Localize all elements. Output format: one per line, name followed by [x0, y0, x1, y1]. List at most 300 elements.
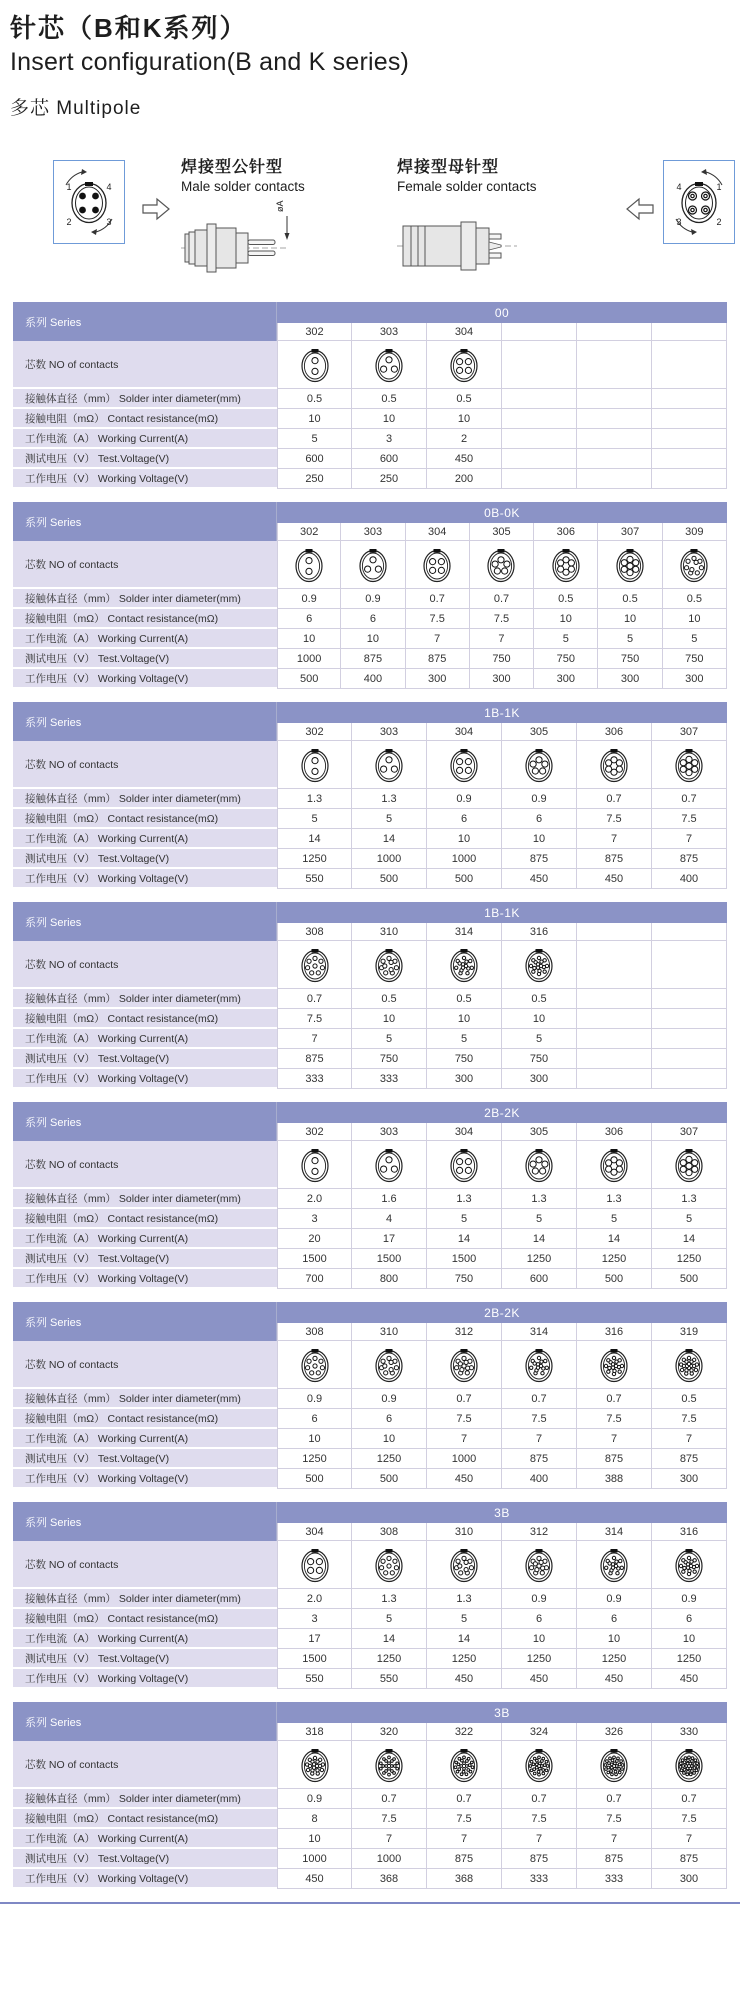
model-number-cell: 304: [427, 723, 502, 741]
pin-number: 1: [716, 182, 722, 192]
spec-value-cell: 550: [352, 1669, 427, 1689]
pin-number: 4: [106, 182, 112, 192]
spec-value-cell: 450: [502, 1669, 577, 1689]
spec-value-cell: [652, 1009, 727, 1029]
spec-value-cell: [502, 389, 577, 409]
model-number-cell: 319: [652, 1323, 727, 1341]
spec-value-cell: 6: [427, 809, 502, 829]
contact-face-cell: [502, 741, 577, 789]
spec-value-cell: 368: [352, 1869, 427, 1889]
spec-value-cell: 1000: [352, 849, 427, 869]
series-table: [13, 1502, 727, 1689]
spec-value-cell: 1250: [577, 1249, 652, 1269]
spec-value-cell: 17: [277, 1629, 352, 1649]
model-number-cell: 305: [502, 723, 577, 741]
contact-face-cell: [352, 941, 427, 989]
spec-value-cell: 300: [470, 669, 534, 689]
contact-face-cell: [427, 941, 502, 989]
spec-value-cell: 500: [277, 1469, 352, 1489]
model-number-cell: 308: [352, 1523, 427, 1541]
spec-label-cell: 接触电阻（mΩ） Contact resistance(mΩ): [13, 1209, 277, 1229]
page-header: [0, 0, 740, 120]
spec-value-cell: 1250: [427, 1649, 502, 1669]
spec-value-cell: 1000: [427, 849, 502, 869]
spec-value-cell: 0.7: [577, 789, 652, 809]
spec-value-cell: 500: [352, 1469, 427, 1489]
male-contacts-label-cn: 焊接型公针型: [181, 159, 284, 176]
spec-value-cell: 5: [577, 1209, 652, 1229]
spec-value-cell: 1000: [277, 649, 341, 669]
contact-face-cell: [652, 341, 727, 389]
contact-face-icon: [298, 1544, 332, 1586]
model-number-cell: 306: [577, 723, 652, 741]
spec-value-cell: 10: [341, 629, 405, 649]
spec-value-cell: 1.3: [427, 1589, 502, 1609]
contact-face-icon: [597, 1744, 631, 1786]
spec-value-cell: 0.7: [427, 1789, 502, 1809]
female-face-icon: [666, 163, 732, 241]
spec-value-cell: 5: [277, 429, 352, 449]
contact-face-icon: [522, 944, 556, 986]
spec-value-cell: 6: [652, 1609, 727, 1629]
spec-value-cell: 0.9: [502, 1589, 577, 1609]
spec-value-cell: 750: [470, 649, 534, 669]
contact-face-icon: [522, 1344, 556, 1386]
spec-value-cell: 875: [652, 1849, 727, 1869]
contact-face-cell: [427, 1341, 502, 1389]
spec-value-cell: 5: [502, 1029, 577, 1049]
series-table: [13, 702, 727, 889]
spec-label-cell: 接触体直径（mm） Solder inter diameter(mm): [13, 1389, 277, 1409]
spec-value-cell: 875: [502, 1849, 577, 1869]
spec-value-cell: 0.7: [277, 989, 352, 1009]
series-name-cell: 3B: [277, 1502, 727, 1523]
contact-face-cell: [352, 341, 427, 389]
contact-face-cell: [352, 1341, 427, 1389]
pin-number: 2: [716, 217, 722, 227]
model-number-cell: 330: [652, 1723, 727, 1741]
contact-face-cell: [470, 541, 534, 589]
model-number-cell: 302: [277, 323, 352, 341]
spec-value-cell: 0.5: [502, 989, 577, 1009]
model-number-cell: 302: [277, 723, 352, 741]
model-number-cell: 303: [341, 523, 405, 541]
contact-face-cell: [652, 741, 727, 789]
contacts-label-cell: 芯数 NO of contacts: [13, 541, 277, 589]
spec-value-cell: 600: [277, 449, 352, 469]
spec-value-cell: [652, 989, 727, 1009]
model-number-cell: [577, 323, 652, 341]
series-table: [13, 1102, 727, 1289]
series-label-cell: 系列 Series: [13, 1502, 277, 1541]
contact-face-icon: [372, 344, 406, 386]
spec-value-cell: 10: [277, 1829, 352, 1849]
spec-label-cell: 工作电压（V） Working Voltage(V): [13, 1669, 277, 1689]
spec-label-cell: 测试电压（V） Test.Voltage(V): [13, 1649, 277, 1669]
series-name-cell: 1B-1K: [277, 902, 727, 923]
spec-label-cell: 测试电压（V） Test.Voltage(V): [13, 1449, 277, 1469]
spec-value-cell: [502, 429, 577, 449]
spec-value-cell: 875: [577, 849, 652, 869]
spec-value-cell: 200: [427, 469, 502, 489]
spec-value-cell: [652, 1029, 727, 1049]
spec-value-cell: 333: [352, 1069, 427, 1089]
contact-face-icon: [298, 744, 332, 786]
spec-value-cell: 7.5: [277, 1009, 352, 1029]
spec-value-cell: 1.3: [502, 1189, 577, 1209]
spec-value-cell: 7: [652, 1829, 727, 1849]
contact-face-icon: [372, 744, 406, 786]
spec-value-cell: 5: [427, 1209, 502, 1229]
series-table: [13, 502, 727, 689]
contact-face-cell: [534, 541, 598, 589]
spec-value-cell: 20: [277, 1229, 352, 1249]
spec-value-cell: 10: [502, 1629, 577, 1649]
spec-value-cell: 2: [427, 429, 502, 449]
model-number-cell: 324: [502, 1723, 577, 1741]
contact-face-icon: [356, 544, 390, 586]
spec-value-cell: 0.7: [502, 1789, 577, 1809]
spec-value-cell: 1000: [427, 1449, 502, 1469]
spec-value-cell: 5: [663, 629, 727, 649]
series-name-cell: 0B-0K: [277, 502, 727, 523]
model-number-cell: [652, 923, 727, 941]
spec-value-cell: 5: [427, 1609, 502, 1629]
spec-value-cell: 7: [652, 829, 727, 849]
spec-value-cell: 875: [427, 1849, 502, 1869]
spec-value-cell: 5: [277, 809, 352, 829]
spec-label-cell: 测试电压（V） Test.Voltage(V): [13, 1849, 277, 1869]
contact-face-cell: [277, 541, 341, 589]
spec-value-cell: 0.7: [652, 1789, 727, 1809]
series-table: [13, 302, 727, 489]
spec-value-cell: [577, 1009, 652, 1029]
pin-number: 4: [676, 182, 682, 192]
pin-number: 3: [106, 217, 112, 227]
spec-value-cell: [577, 1029, 652, 1049]
model-number-cell: [502, 323, 577, 341]
spec-value-cell: 1500: [427, 1249, 502, 1269]
contact-face-cell: [352, 1141, 427, 1189]
male-face-icon: [56, 163, 122, 241]
contact-face-cell: [341, 541, 405, 589]
contact-face-icon: [298, 1344, 332, 1386]
spec-value-cell: 300: [598, 669, 662, 689]
spec-value-cell: 10: [352, 1009, 427, 1029]
spec-value-cell: 450: [427, 1669, 502, 1689]
spec-value-cell: 6: [277, 1409, 352, 1429]
contact-face-icon: [522, 1144, 556, 1186]
contacts-label-cell: 芯数 NO of contacts: [13, 1141, 277, 1189]
model-number-cell: 314: [502, 1323, 577, 1341]
series-label-cell: 系列 Series: [13, 302, 277, 341]
contact-face-cell: [406, 541, 470, 589]
contacts-label-cell: 芯数 NO of contacts: [13, 941, 277, 989]
spec-value-cell: 800: [352, 1269, 427, 1289]
contact-face-cell: [663, 541, 727, 589]
female-contacts-label-cn: 焊接型母针型: [397, 159, 500, 176]
contact-face-icon: [372, 1744, 406, 1786]
model-number-cell: 304: [427, 1123, 502, 1141]
contact-face-cell: [277, 1541, 352, 1589]
spec-label-cell: 工作电压（V） Working Voltage(V): [13, 1069, 277, 1089]
spec-value-cell: 14: [352, 1629, 427, 1649]
spec-value-cell: 5: [534, 629, 598, 649]
spec-value-cell: 750: [427, 1049, 502, 1069]
contacts-label-cell: 芯数 NO of contacts: [13, 741, 277, 789]
spec-value-cell: 250: [277, 469, 352, 489]
model-number-cell: 305: [470, 523, 534, 541]
model-number-cell: 307: [652, 723, 727, 741]
spec-label-cell: 工作电流（A） Working Current(A): [13, 429, 277, 449]
contact-face-icon: [672, 1344, 706, 1386]
spec-value-cell: 7.5: [577, 1809, 652, 1829]
model-number-cell: 316: [577, 1323, 652, 1341]
series-label-cell: 系列 Series: [13, 502, 277, 541]
spec-value-cell: 0.9: [277, 589, 341, 609]
spec-value-cell: 10: [502, 829, 577, 849]
spec-value-cell: 7: [577, 829, 652, 849]
spec-value-cell: 0.5: [652, 1389, 727, 1409]
spec-value-cell: 500: [577, 1269, 652, 1289]
spec-value-cell: [652, 1069, 727, 1089]
spec-value-cell: 0.9: [652, 1589, 727, 1609]
model-number-cell: 316: [652, 1523, 727, 1541]
page-title-cn: 针芯（B和K系列）: [10, 13, 248, 43]
spec-value-cell: 0.5: [598, 589, 662, 609]
spec-label-cell: 工作电流（A） Working Current(A): [13, 1629, 277, 1649]
spec-value-cell: 10: [577, 1629, 652, 1649]
spec-value-cell: 5: [598, 629, 662, 649]
spec-value-cell: 750: [663, 649, 727, 669]
female-contacts-block: [397, 154, 625, 289]
spec-value-cell: 333: [577, 1869, 652, 1889]
spec-value-cell: 4: [352, 1209, 427, 1229]
spec-value-cell: 700: [277, 1269, 352, 1289]
model-number-cell: 310: [427, 1523, 502, 1541]
spec-value-cell: 0.9: [577, 1589, 652, 1609]
series-table: [13, 1702, 727, 1889]
contact-face-cell: [577, 741, 652, 789]
model-number-cell: 322: [427, 1723, 502, 1741]
spec-value-cell: 875: [341, 649, 405, 669]
spec-label-cell: 工作电压（V） Working Voltage(V): [13, 469, 277, 489]
page-subtitle: 多芯 Multipole: [10, 98, 142, 119]
contact-face-cell: [502, 1741, 577, 1789]
spec-label-cell: 接触体直径（mm） Solder inter diameter(mm): [13, 989, 277, 1009]
spec-value-cell: 300: [652, 1469, 727, 1489]
spec-value-cell: 875: [577, 1449, 652, 1469]
contact-face-cell: [352, 741, 427, 789]
series-name-cell: 2B-2K: [277, 1102, 727, 1123]
contact-face-cell: [427, 1541, 502, 1589]
spec-value-cell: [652, 389, 727, 409]
spec-value-cell: 10: [427, 1009, 502, 1029]
contact-face-icon: [447, 744, 481, 786]
spec-value-cell: 550: [277, 869, 352, 889]
model-number-cell: [652, 323, 727, 341]
model-number-cell: 310: [352, 1323, 427, 1341]
spec-label-cell: 接触体直径（mm） Solder inter diameter(mm): [13, 589, 277, 609]
spec-value-cell: 7: [577, 1429, 652, 1449]
spec-value-cell: 10: [277, 1429, 352, 1449]
model-number-cell: 304: [427, 323, 502, 341]
contact-face-icon: [672, 1544, 706, 1586]
spec-value-cell: [652, 469, 727, 489]
male-face-diagram: [53, 160, 125, 244]
female-face-diagram: [663, 160, 735, 244]
spec-value-cell: 300: [652, 1869, 727, 1889]
spec-value-cell: [502, 469, 577, 489]
spec-value-cell: 0.7: [652, 789, 727, 809]
spec-value-cell: 1.3: [652, 1189, 727, 1209]
spec-value-cell: 0.7: [406, 589, 470, 609]
spec-value-cell: 0.5: [663, 589, 727, 609]
model-number-cell: 303: [352, 323, 427, 341]
series-label-cell: 系列 Series: [13, 902, 277, 941]
contact-face-icon: [672, 744, 706, 786]
contact-face-cell: [577, 1141, 652, 1189]
spec-value-cell: 400: [502, 1469, 577, 1489]
series-label-cell: 系列 Series: [13, 702, 277, 741]
contact-face-icon: [298, 944, 332, 986]
spec-value-cell: 388: [577, 1469, 652, 1489]
contact-face-cell: [502, 941, 577, 989]
spec-value-cell: 0.5: [427, 989, 502, 1009]
spec-value-cell: 300: [534, 669, 598, 689]
spec-value-cell: 1000: [277, 1849, 352, 1869]
series-name-cell: 00: [277, 302, 727, 323]
model-number-cell: 326: [577, 1723, 652, 1741]
spec-value-cell: 1500: [277, 1249, 352, 1269]
spec-value-cell: 10: [277, 629, 341, 649]
contact-face-icon: [447, 1544, 481, 1586]
spec-label-cell: 工作电流（A） Working Current(A): [13, 1029, 277, 1049]
spec-value-cell: 750: [534, 649, 598, 669]
spec-value-cell: 450: [577, 1669, 652, 1689]
contact-face-icon: [597, 1544, 631, 1586]
spec-value-cell: 0.5: [534, 589, 598, 609]
male-contacts-label-en: Male solder contacts: [181, 179, 305, 194]
contact-face-cell: [277, 1141, 352, 1189]
spec-value-cell: 875: [577, 1849, 652, 1869]
contact-face-icon: [372, 1144, 406, 1186]
series-name-cell: 3B: [277, 1702, 727, 1723]
spec-value-cell: 300: [406, 669, 470, 689]
spec-value-cell: 400: [341, 669, 405, 689]
contact-face-cell: [427, 341, 502, 389]
arrow-left-icon: [625, 196, 655, 227]
spec-value-cell: 0.7: [470, 589, 534, 609]
contact-face-icon: [522, 1744, 556, 1786]
contact-face-icon: [597, 1344, 631, 1386]
spec-value-cell: 0.9: [427, 789, 502, 809]
spec-label-cell: 接触电阻（mΩ） Contact resistance(mΩ): [13, 809, 277, 829]
spec-label-cell: 测试电压（V） Test.Voltage(V): [13, 449, 277, 469]
spec-value-cell: 7: [470, 629, 534, 649]
spec-value-cell: 7.5: [652, 1409, 727, 1429]
spec-value-cell: 5: [352, 809, 427, 829]
contact-face-icon: [597, 1144, 631, 1186]
model-number-cell: 306: [534, 523, 598, 541]
spec-value-cell: 875: [406, 649, 470, 669]
spec-value-cell: 500: [352, 869, 427, 889]
spec-value-cell: 1.3: [277, 789, 352, 809]
contact-face-cell: [502, 1141, 577, 1189]
spec-value-cell: 0.5: [352, 989, 427, 1009]
model-number-cell: 314: [577, 1523, 652, 1541]
model-number-cell: 302: [277, 523, 341, 541]
spec-value-cell: 1250: [652, 1249, 727, 1269]
spec-value-cell: 7: [406, 629, 470, 649]
model-number-cell: 304: [277, 1523, 352, 1541]
spec-label-cell: 工作电压（V） Working Voltage(V): [13, 1469, 277, 1489]
contact-face-icon: [672, 1144, 706, 1186]
spec-label-cell: 测试电压（V） Test.Voltage(V): [13, 849, 277, 869]
contact-face-cell: [427, 1141, 502, 1189]
spec-value-cell: 0.5: [352, 389, 427, 409]
spec-value-cell: 1250: [352, 1649, 427, 1669]
spec-value-cell: 14: [427, 1229, 502, 1249]
contact-face-icon: [672, 1744, 706, 1786]
model-number-cell: 302: [277, 1123, 352, 1141]
spec-value-cell: 450: [277, 1869, 352, 1889]
tables-section: [0, 302, 740, 1889]
spec-value-cell: [652, 449, 727, 469]
series-table: [13, 1302, 727, 1489]
contacts-label-cell: 芯数 NO of contacts: [13, 1341, 277, 1389]
spec-value-cell: 1.3: [352, 789, 427, 809]
spec-value-cell: 1500: [277, 1649, 352, 1669]
contact-face-icon: [613, 544, 647, 586]
contact-face-icon: [677, 544, 711, 586]
male-contacts-block: [181, 154, 397, 289]
contact-face-cell: [502, 1541, 577, 1589]
spec-value-cell: 10: [352, 409, 427, 429]
spec-value-cell: 750: [352, 1049, 427, 1069]
spec-value-cell: 5: [502, 1209, 577, 1229]
spec-value-cell: 3: [277, 1609, 352, 1629]
spec-value-cell: [577, 429, 652, 449]
spec-value-cell: 875: [652, 849, 727, 869]
spec-value-cell: 0.5: [427, 389, 502, 409]
spec-value-cell: 7: [502, 1829, 577, 1849]
spec-value-cell: 875: [502, 1449, 577, 1469]
spec-value-cell: 1.6: [352, 1189, 427, 1209]
spec-value-cell: 14: [652, 1229, 727, 1249]
series-name-cell: 2B-2K: [277, 1302, 727, 1323]
contact-face-icon: [420, 544, 454, 586]
contacts-label-cell: 芯数 NO of contacts: [13, 1741, 277, 1789]
spec-label-cell: 工作电流（A） Working Current(A): [13, 1229, 277, 1249]
spec-value-cell: 3: [277, 1209, 352, 1229]
spec-value-cell: 1.3: [427, 1189, 502, 1209]
spec-label-cell: 工作电流（A） Working Current(A): [13, 1829, 277, 1849]
spec-value-cell: 6: [341, 609, 405, 629]
spec-value-cell: 0.7: [502, 1389, 577, 1409]
spec-label-cell: 工作电压（V） Working Voltage(V): [13, 669, 277, 689]
spec-value-cell: 10: [663, 609, 727, 629]
model-number-cell: 308: [277, 1323, 352, 1341]
spec-value-cell: 0.9: [502, 789, 577, 809]
spec-value-cell: 7.5: [577, 1409, 652, 1429]
contact-face-icon: [522, 744, 556, 786]
spec-value-cell: 10: [427, 409, 502, 429]
spec-value-cell: [577, 449, 652, 469]
spec-value-cell: 7.5: [502, 1809, 577, 1829]
contact-face-icon: [372, 1544, 406, 1586]
spec-value-cell: 6: [502, 809, 577, 829]
